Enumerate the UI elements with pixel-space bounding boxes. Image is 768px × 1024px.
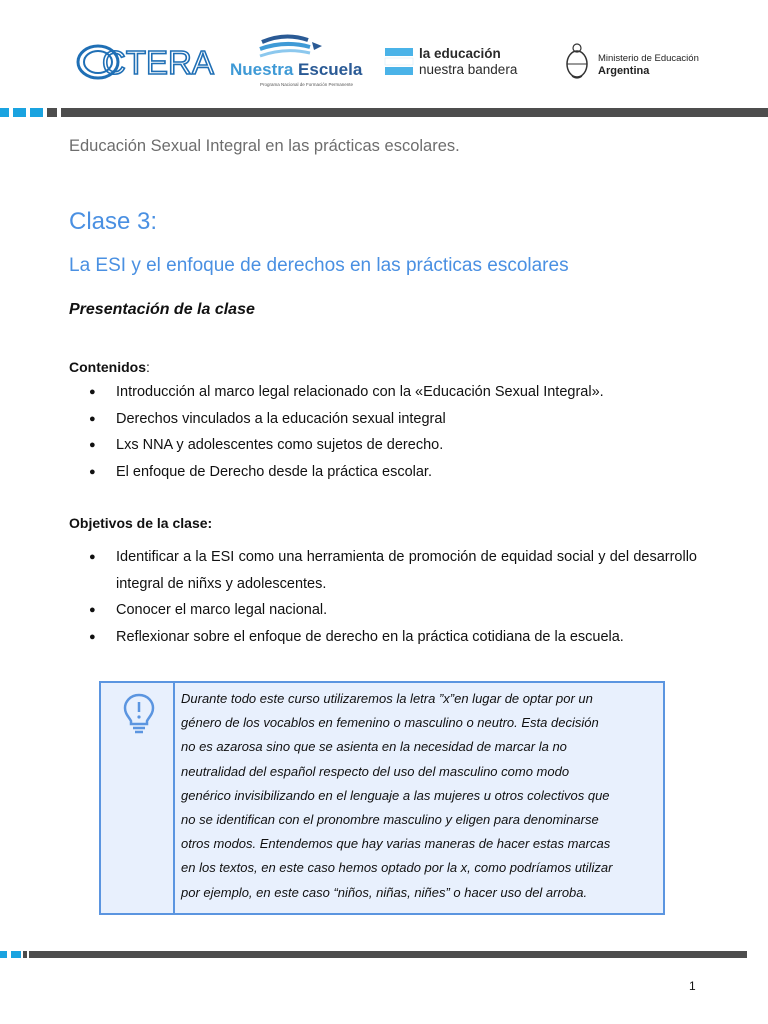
nuestra-escuela-subtitle: Programa Nacional de Formación Permanente <box>260 82 354 87</box>
list-item: ● Reflexionar sobre el enfoque de derecho en la práctica cotidiana de la escuela. <box>69 624 697 651</box>
presentacion-heading: Presentación de la clase <box>69 301 255 318</box>
objetivos-list <box>69 544 697 650</box>
nuestra-escuela-logo <box>230 32 363 94</box>
ctera-logo <box>76 42 214 82</box>
clase-subtitle: La ESI y el enfoque de derechos en las prácticas escolares <box>69 255 569 276</box>
page-number: 1 <box>689 979 696 993</box>
list-item: ● Lxs NNA y adolescentes como sujetos de derecho. <box>69 432 697 459</box>
svg-text:CTERA: CTERA <box>102 44 214 81</box>
lightbulb-icon <box>119 691 159 737</box>
clase-title: Clase 3: <box>69 208 158 235</box>
note-text: Durante todo este curso utilizaremos la letra ”x”en lugar de optar por un género de los vocablos en femenino o masculino o neutro. Esta decisión no es azarosa sino que se asienta en la necesidad de marcar la no neutralidad del español respecto del uso del masculino como modo genérico invisibilizando en el lenguaje a las mujeres u otros colectivos que no se identifican con el pronombre masculino y eligen para denominarse otros modos. Entendemos que hay varias maneras de hacer estas marcas en los textos, en este caso hemos optado por la x, como podríamos utilizar por ejemplo, en este caso “niños, niñas, niñes” o hacer uso del arroba. <box>181 691 613 900</box>
list-item: ● El enfoque de Derecho desde la práctica escolar. <box>69 459 697 486</box>
list-item: ● Conocer el marco legal nacional. <box>69 597 697 624</box>
header-logos <box>76 30 699 96</box>
ministerio-logo: Ministerio de Educación Argentina <box>564 42 704 86</box>
objetivos-heading: Objetivos de la clase: <box>69 515 213 531</box>
note-box <box>99 681 665 915</box>
list-item: ● Derechos vinculados a la educación sexual integral <box>69 406 697 433</box>
escudo-icon <box>564 42 590 82</box>
list-item: ● Identificar a la ESI como una herramienta de promoción de equidad social y del desarrollo integral de niñxs y adolescentes. <box>69 544 697 597</box>
nuestra-escuela-name: Nuestra Escuela <box>230 60 363 79</box>
educacion-bandera-logo: la educación nuestra bandera <box>385 46 535 80</box>
note-icon-column <box>101 683 175 913</box>
document-subtitle: Educación Sexual Integral en las prácticas escolares. <box>69 137 460 155</box>
contenidos-heading: Contenidos: <box>69 359 150 375</box>
contenidos-list <box>69 379 697 485</box>
list-item: ● Introducción al marco legal relacionado con la «Educación Sexual Integral». <box>69 379 697 406</box>
